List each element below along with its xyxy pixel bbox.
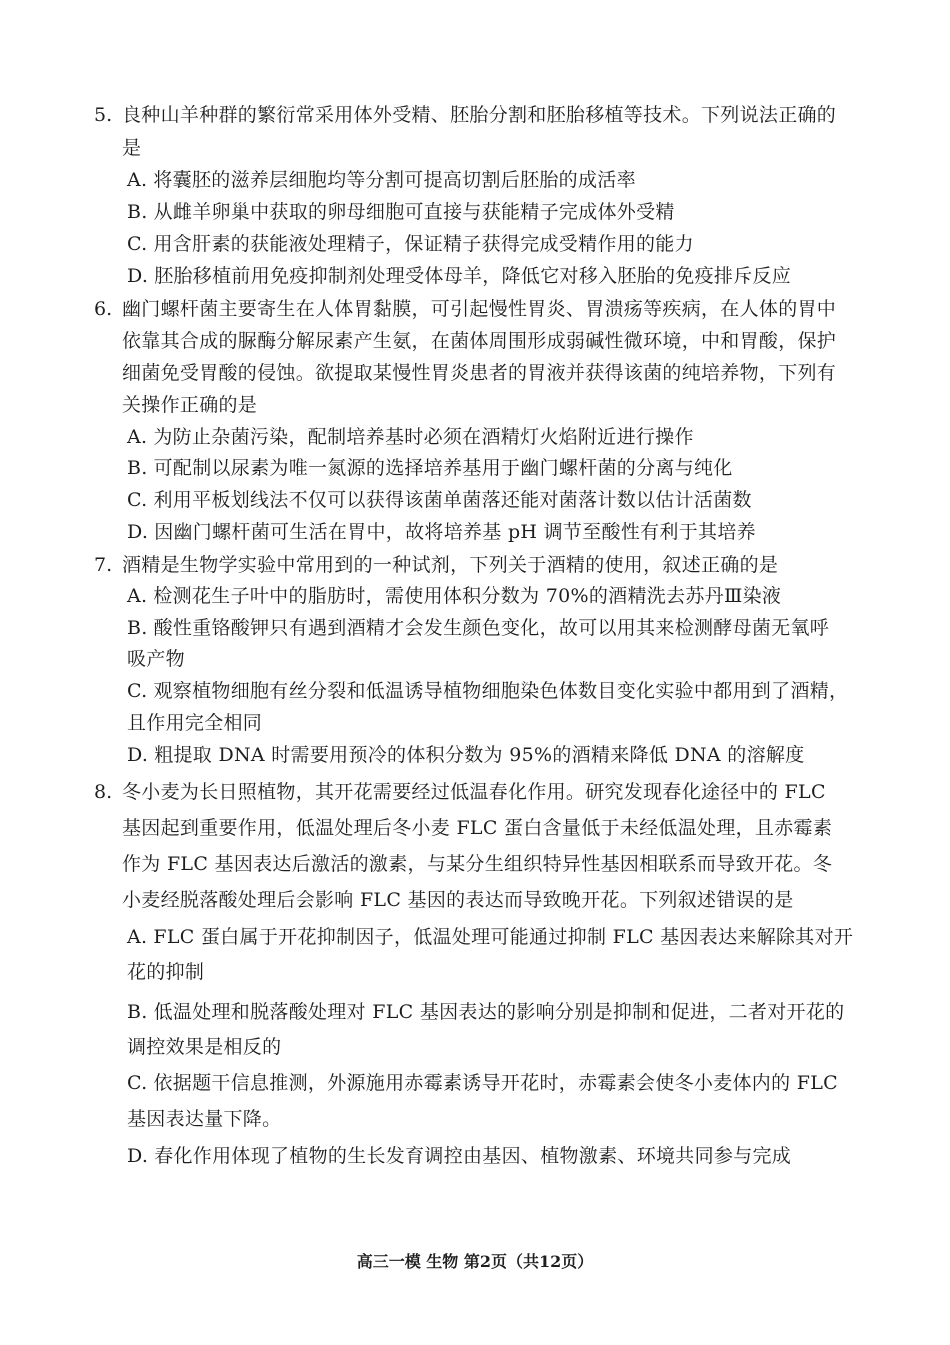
option-text: 依据题干信息推测，外源施用赤霉素诱导开花时，赤霉素会使冬小麦体内的 FLC bbox=[153, 1072, 838, 1094]
option-text: 酸性重铬酸钾只有遇到酒精才会发生颜色变化，故可以用其来检测酵母菌无氧呼 bbox=[153, 617, 830, 639]
option-text: 将囊胚的滋养层细胞均等分割可提高切割后胚胎的成活率 bbox=[153, 169, 636, 191]
question-stem-line: 关操作正确的是 bbox=[122, 394, 258, 416]
option-label: D. bbox=[127, 744, 149, 766]
option-line bbox=[127, 168, 636, 192]
option-label: B. bbox=[127, 617, 148, 639]
option-text: 观察植物细胞有丝分裂和低温诱导植物细胞染色体数目变化实验中都用到了酒精， bbox=[153, 680, 849, 702]
question-number: 5. bbox=[94, 104, 113, 126]
question-stem-line: 冬小麦为长日照植物，其开花需要经过低温春化作用。研究发现春化途径中的 FLC bbox=[122, 781, 826, 803]
option-line bbox=[127, 616, 829, 640]
question-stem-line: 良种山羊种群的繁衍常采用体外受精、胚胎分割和胚胎移植等技术。下列说法正确的 bbox=[122, 104, 837, 126]
option-text: 低温处理和脱落酸处理对 FLC 基因表达的影响分别是抑制和促进，二者对开花的 bbox=[153, 1001, 845, 1023]
option-line bbox=[127, 584, 781, 608]
question-stem-line: 细菌免受胃酸的侵蚀。欲提取某慢性胃炎患者的胃液并获得该菌的纯培养物，下列有 bbox=[122, 362, 837, 384]
option-text: 可配制以尿素为唯一氮源的选择培养基用于幽门螺杆菌的分离与纯化 bbox=[153, 457, 733, 479]
option-label: A. bbox=[127, 585, 148, 607]
option-text: 从雌羊卵巢中获取的卵母细胞可直接与获能精子完成体外受精 bbox=[153, 201, 675, 223]
option-label: B. bbox=[127, 201, 148, 223]
option-label: B. bbox=[127, 457, 148, 479]
option-line bbox=[127, 743, 805, 767]
option-line bbox=[127, 711, 262, 735]
option-line bbox=[127, 925, 853, 949]
option-line bbox=[127, 679, 848, 703]
question-stem-line: 是 bbox=[122, 137, 142, 159]
option-text: 调控效果是相反的 bbox=[127, 1036, 282, 1058]
option-text: 利用平板划线法不仅可以获得该菌单菌落还能对菌落计数以估计活菌数 bbox=[153, 489, 752, 511]
option-text: 花的抑制 bbox=[127, 961, 205, 983]
option-line bbox=[127, 960, 204, 984]
question-stem-line: 作为 FLC 基因表达后激活的激素，与某分生组织特异性基因相联系而导致开花。冬 bbox=[122, 853, 833, 875]
option-label: D. bbox=[127, 1145, 149, 1167]
option-line bbox=[127, 200, 675, 224]
option-line bbox=[127, 1144, 791, 1168]
option-label: B. bbox=[127, 1001, 148, 1023]
option-label: A. bbox=[127, 926, 148, 948]
option-text: 且作用完全相同 bbox=[127, 712, 263, 734]
option-line bbox=[127, 1071, 838, 1095]
option-label: D. bbox=[127, 521, 149, 543]
option-text: 吸产物 bbox=[127, 648, 185, 670]
option-text: 因幽门螺杆菌可生活在胃中，故将培养基 pH 调节至酸性有利于其培养 bbox=[154, 521, 756, 543]
option-text: 为防止杂菌污染，配制培养基时必须在酒精灯火焰附近进行操作 bbox=[153, 426, 694, 448]
option-text: 检测花生子叶中的脂肪时，需使用体积分数为 70%的酒精洗去苏丹Ⅲ染液 bbox=[153, 585, 782, 607]
option-line bbox=[127, 1000, 844, 1024]
option-line bbox=[127, 425, 694, 449]
option-label: D. bbox=[127, 265, 149, 287]
option-line bbox=[127, 1035, 281, 1059]
option-label: C. bbox=[127, 1072, 148, 1094]
question-stem-line: 酒精是生物学实验中常用到的一种试剂，下列关于酒精的使用，叙述正确的是 bbox=[122, 554, 779, 576]
option-line bbox=[127, 456, 733, 480]
option-line bbox=[127, 232, 694, 256]
option-line bbox=[127, 520, 756, 544]
question-stem-line: 基因起到重要作用，低温处理后冬小麦 FLC 蛋白含量低于未经低温处理，且赤霉素 bbox=[122, 817, 833, 839]
option-line bbox=[127, 1107, 281, 1131]
option-line bbox=[127, 264, 791, 288]
question-stem-line: 小麦经脱落酸处理后会影响 FLC 基因的表达而导致晚开花。下列叙述错误的是 bbox=[122, 889, 794, 911]
option-text: 基因表达量下降。 bbox=[127, 1108, 282, 1130]
option-text: 用含肝素的获能液处理精子，保证精子获得完成受精作用的能力 bbox=[153, 233, 694, 255]
question-number: 7. bbox=[94, 554, 113, 576]
question-stem-line: 依靠其合成的脲酶分解尿素产生氨，在菌体周围形成弱碱性微环境，中和胃酸，保护 bbox=[122, 330, 837, 352]
option-text: 粗提取 DNA 时需要用预冷的体积分数为 95%的酒精来降低 DNA 的溶解度 bbox=[154, 744, 805, 766]
option-label: C. bbox=[127, 680, 148, 702]
option-label: C. bbox=[127, 489, 148, 511]
option-line bbox=[127, 488, 752, 512]
question-number: 8. bbox=[94, 781, 113, 803]
question-stem-line: 幽门螺杆菌主要寄生在人体胃黏膜，可引起慢性胃炎、胃溃疡等疾病，在人体的胃中 bbox=[122, 298, 837, 320]
option-text: 胚胎移植前用免疫抑制剂处理受体母羊，降低它对移入胚胎的免疫排斥反应 bbox=[154, 265, 792, 287]
page-footer: 高三一模 生物 第2页（共12页） bbox=[356, 1252, 594, 1271]
option-text: 春化作用体现了植物的生长发育调控由基因、植物激素、环境共同参与完成 bbox=[154, 1145, 792, 1167]
question-number: 6. bbox=[94, 298, 113, 320]
option-label: C. bbox=[127, 233, 148, 255]
option-text: FLC 蛋白属于开花抑制因子，低温处理可能通过抑制 FLC 基因表达来解除其对开 bbox=[153, 926, 854, 948]
option-label: A. bbox=[127, 426, 148, 448]
option-label: A. bbox=[127, 169, 148, 191]
option-line bbox=[127, 647, 185, 671]
